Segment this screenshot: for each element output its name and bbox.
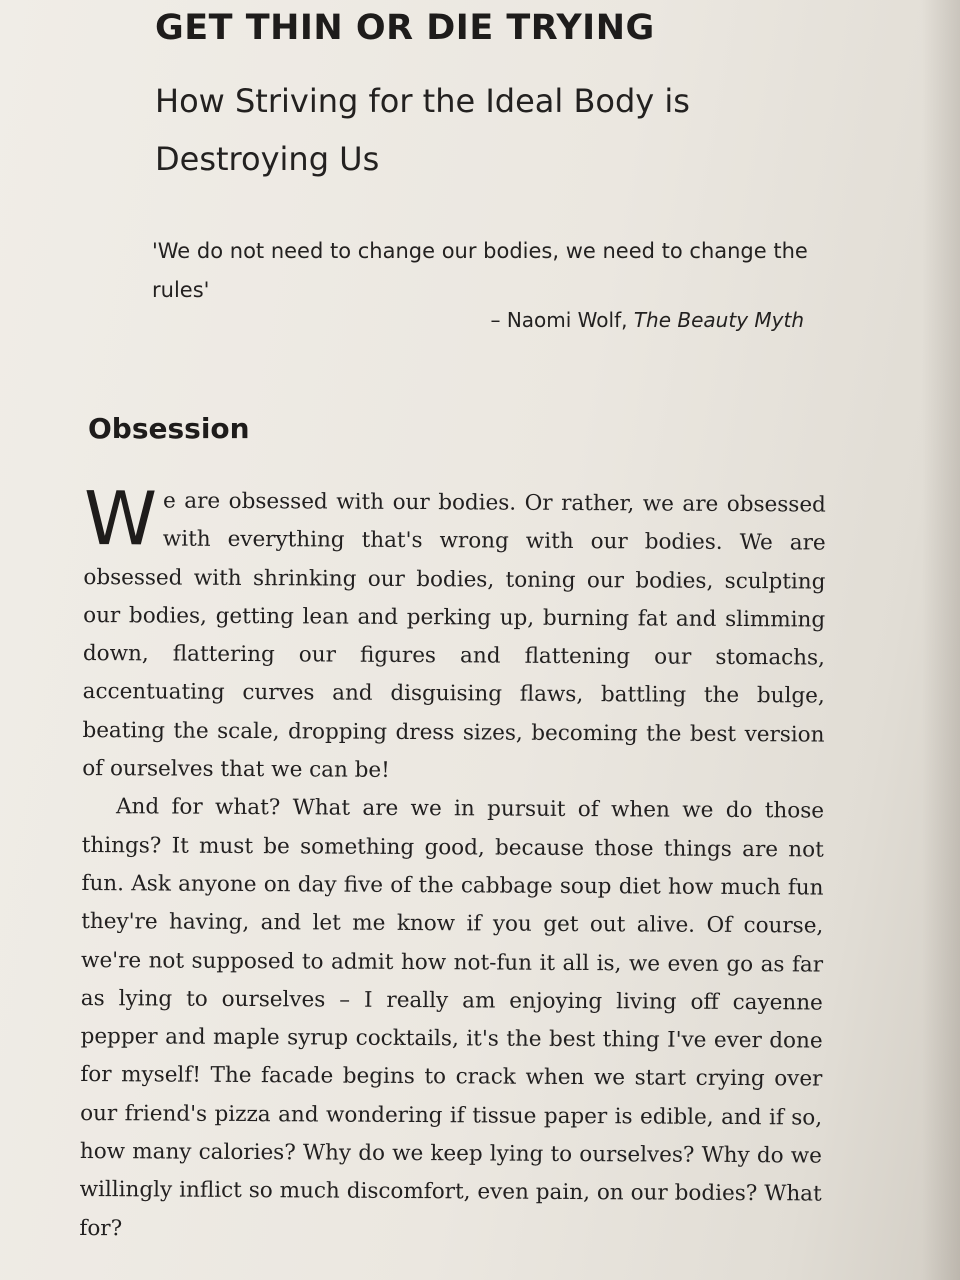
paragraph-1-text: e are obsessed with our bodies. Or rather, we are obsessed with everything that's wrong with our bodies. We are obsessed with shrinking our bodies, toning our bodies, sculpting our bodies, getting lean and perking up, burning fat and slimming down, flattering our figures and flattening our stomachs, accentuating curves and disguising flaws, battling the bulge, beating the scale, dropping dress sizes, becoming the best version of ourselves that we can be! — [82, 488, 826, 783]
page-edge-shadow — [922, 0, 960, 1280]
epigraph-attribution — [152, 305, 804, 335]
section-heading: Obsession — [88, 412, 250, 445]
drop-cap: W — [83, 476, 158, 563]
attribution-work: The Beauty Myth — [633, 308, 804, 332]
body-text — [79, 476, 826, 1252]
attribution-author: – Naomi Wolf, — [490, 308, 628, 332]
chapter-subtitle: How Striving for the Ideal Body is Destroying Us — [155, 82, 690, 178]
epigraph-quote: 'We do not need to change our bodies, we need to change the rules' — [152, 239, 808, 302]
chapter-title: GET THIN OR DIE TRYING — [155, 8, 655, 48]
paragraph-1 — [82, 476, 826, 793]
paragraph-2: And for what? What are we in pursuit of when we do those things? It must be something good, because those things are not fun. Ask anyone on day five of the cabbage soup diet how much fun they're having, and let me know if you get out alive. Of course, we're not supposed to admit how not-fun it all is, we even go as far as lying to ourselves – I really am enjoying living off cayenne pepper and maple syrup cocktails, it's the best thing I've ever done for myself! The facade begins to crack when we start crying over our friend's pizza and wondering if tissue paper is edible, and if so, how many calories? Why do we keep lying to ourselves? Why do we willingly inflict so much discomfort, even pain, on our bodies? What for? — [79, 794, 825, 1241]
